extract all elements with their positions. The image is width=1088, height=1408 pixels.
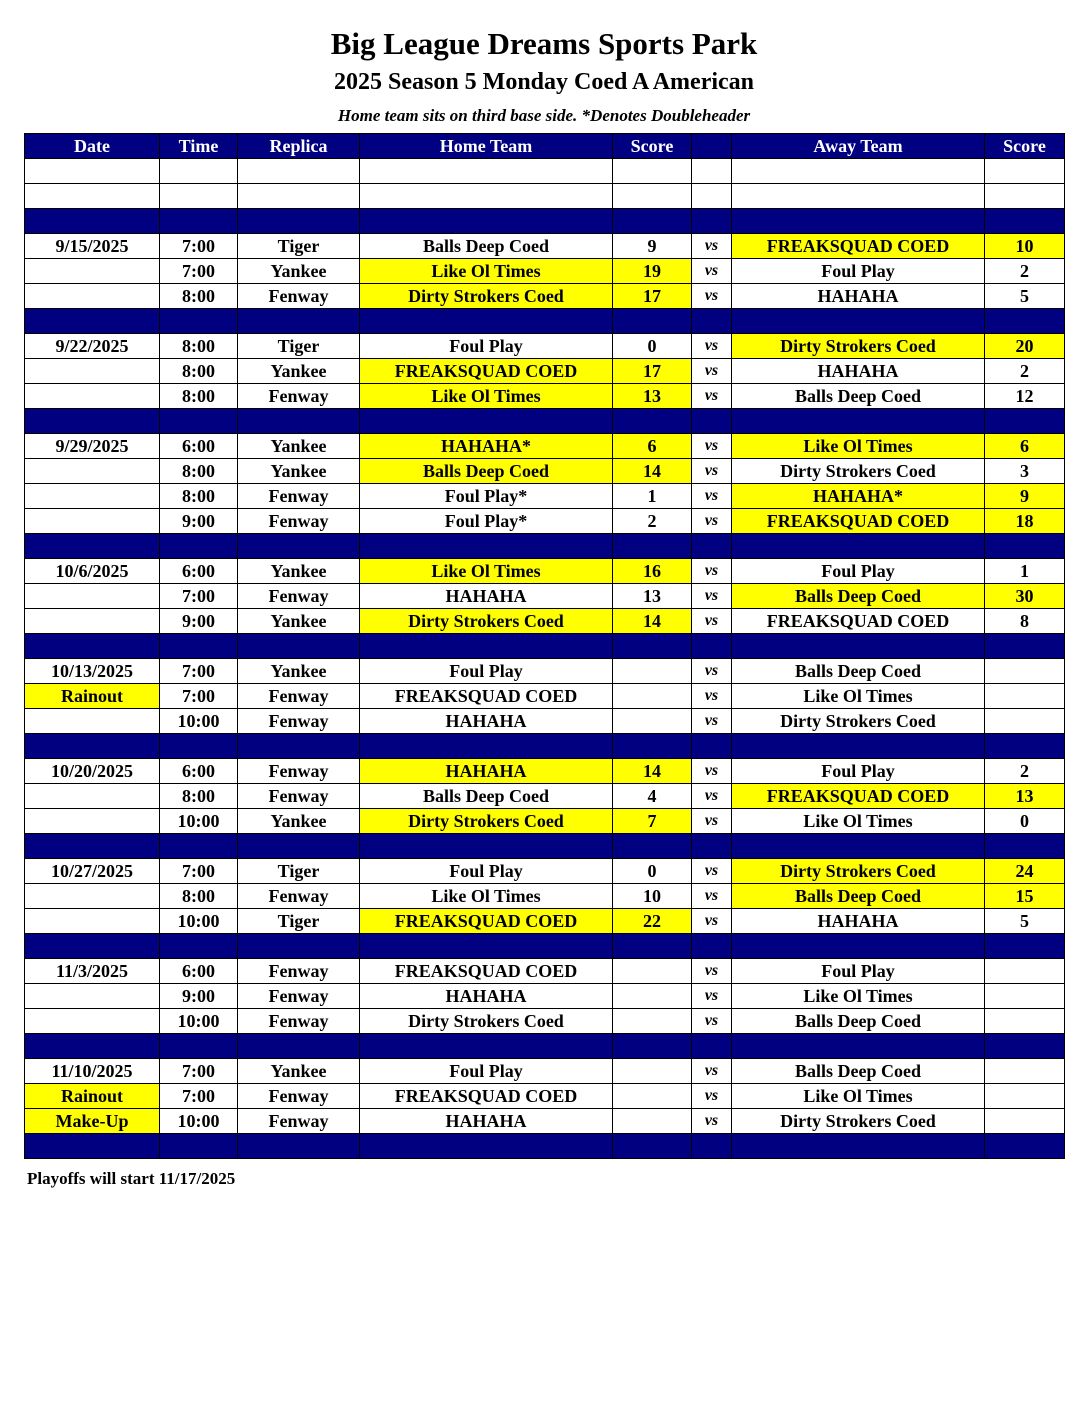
away-score-cell — [985, 684, 1065, 709]
replica-cell: Yankee — [238, 259, 360, 284]
time-cell: 7:00 — [160, 1059, 238, 1084]
away-score-cell — [985, 1009, 1065, 1034]
game-row — [25, 259, 1065, 284]
vs-cell: vs — [692, 884, 732, 909]
replica-cell: Fenway — [238, 984, 360, 1009]
date-cell — [25, 459, 160, 484]
playoffs-note: Playoffs will start 11/17/2025 — [27, 1169, 236, 1188]
date-cell — [25, 809, 160, 834]
time-cell: 7:00 — [160, 584, 238, 609]
home-team-cell: FREAKSQUAD COED — [360, 1084, 613, 1109]
away-score-cell: 13 — [985, 784, 1065, 809]
home-score-cell: 0 — [613, 859, 692, 884]
vs-cell: vs — [692, 509, 732, 534]
game-row — [25, 659, 1065, 684]
away-score-cell: 5 — [985, 284, 1065, 309]
home-team-cell: Like Ol Times — [360, 259, 613, 284]
away-score-cell: 20 — [985, 334, 1065, 359]
home-score-cell: 14 — [613, 759, 692, 784]
away-team-cell: Like Ol Times — [732, 1084, 985, 1109]
vs-cell: vs — [692, 759, 732, 784]
date-cell — [25, 884, 160, 909]
vs-cell: vs — [692, 659, 732, 684]
away-score-cell: 2 — [985, 759, 1065, 784]
game-row — [25, 1059, 1065, 1084]
home-team-cell: FREAKSQUAD COED — [360, 959, 613, 984]
date-cell — [25, 609, 160, 634]
away-score-cell: 10 — [985, 234, 1065, 259]
week-separator — [25, 634, 1065, 659]
home-score-cell: 14 — [613, 459, 692, 484]
game-row — [25, 359, 1065, 384]
home-team-cell: FREAKSQUAD COED — [360, 684, 613, 709]
away-team-cell: HAHAHA — [732, 909, 985, 934]
home-score-cell: 13 — [613, 384, 692, 409]
vs-cell: vs — [692, 459, 732, 484]
game-row — [25, 559, 1065, 584]
away-team-cell: Balls Deep Coed — [732, 584, 985, 609]
vs-cell: vs — [692, 609, 732, 634]
home-score-cell: 13 — [613, 584, 692, 609]
vs-cell: vs — [692, 1109, 732, 1134]
away-team-cell: FREAKSQUAD COED — [732, 609, 985, 634]
col-header-home-team: Home Team — [360, 134, 613, 159]
replica-cell: Fenway — [238, 1109, 360, 1134]
col-header-replica: Replica — [238, 134, 360, 159]
away-score-cell — [985, 1109, 1065, 1134]
away-score-cell: 2 — [985, 259, 1065, 284]
week-separator — [25, 209, 1065, 234]
time-cell: 10:00 — [160, 809, 238, 834]
col-header-date: Date — [25, 134, 160, 159]
week-separator — [25, 534, 1065, 559]
game-row — [25, 809, 1065, 834]
vs-cell: vs — [692, 384, 732, 409]
away-score-cell: 24 — [985, 859, 1065, 884]
away-team-cell: Dirty Strokers Coed — [732, 709, 985, 734]
week-separator — [25, 409, 1065, 434]
away-score-cell: 9 — [985, 484, 1065, 509]
home-score-cell: 10 — [613, 884, 692, 909]
home-team-cell: Balls Deep Coed — [360, 784, 613, 809]
away-team-cell: Balls Deep Coed — [732, 384, 985, 409]
home-score-cell: 4 — [613, 784, 692, 809]
replica-cell: Tiger — [238, 859, 360, 884]
date-cell: 9/15/2025 — [25, 234, 160, 259]
home-score-cell: 6 — [613, 434, 692, 459]
away-team-cell: Dirty Strokers Coed — [732, 459, 985, 484]
away-score-cell — [985, 959, 1065, 984]
vs-cell: vs — [692, 1084, 732, 1109]
time-cell: 6:00 — [160, 759, 238, 784]
home-team-cell: Balls Deep Coed — [360, 459, 613, 484]
date-cell — [25, 484, 160, 509]
time-cell: 8:00 — [160, 784, 238, 809]
time-cell: 10:00 — [160, 1109, 238, 1134]
home-score-cell: 14 — [613, 609, 692, 634]
away-team-cell: Like Ol Times — [732, 809, 985, 834]
time-cell: 9:00 — [160, 984, 238, 1009]
vs-cell: vs — [692, 359, 732, 384]
time-cell: 8:00 — [160, 334, 238, 359]
date-cell — [25, 259, 160, 284]
date-cell — [25, 1009, 160, 1034]
time-cell: 7:00 — [160, 659, 238, 684]
page-title: Big League Dreams Sports Park — [330, 26, 758, 61]
game-row — [25, 509, 1065, 534]
home-team-cell: Dirty Strokers Coed — [360, 1009, 613, 1034]
date-cell: Rainout — [25, 1084, 160, 1109]
date-cell — [25, 584, 160, 609]
replica-cell: Yankee — [238, 659, 360, 684]
replica-cell: Yankee — [238, 459, 360, 484]
time-cell: 8:00 — [160, 884, 238, 909]
home-score-cell: 22 — [613, 909, 692, 934]
time-cell: 8:00 — [160, 359, 238, 384]
away-team-cell: Dirty Strokers Coed — [732, 1109, 985, 1134]
game-row — [25, 334, 1065, 359]
date-cell — [25, 384, 160, 409]
away-score-cell: 18 — [985, 509, 1065, 534]
time-cell: 6:00 — [160, 434, 238, 459]
time-cell: 7:00 — [160, 259, 238, 284]
vs-cell: vs — [692, 434, 732, 459]
col-header-away-team: Away Team — [732, 134, 985, 159]
home-score-cell — [613, 959, 692, 984]
home-score-cell: 2 — [613, 509, 692, 534]
replica-cell: Yankee — [238, 559, 360, 584]
replica-cell: Yankee — [238, 1059, 360, 1084]
home-team-cell: FREAKSQUAD COED — [360, 909, 613, 934]
col-header-time: Time — [160, 134, 238, 159]
game-row — [25, 609, 1065, 634]
time-cell: 10:00 — [160, 709, 238, 734]
away-team-cell: FREAKSQUAD COED — [732, 784, 985, 809]
schedule-note: Home team sits on third base side. *Denotes Doubleheader — [337, 106, 751, 125]
col-header-home-score: Score — [613, 134, 692, 159]
home-team-cell: Foul Play — [360, 859, 613, 884]
date-cell: 10/6/2025 — [25, 559, 160, 584]
date-cell: Rainout — [25, 684, 160, 709]
date-cell: 10/13/2025 — [25, 659, 160, 684]
replica-cell: Fenway — [238, 1084, 360, 1109]
time-cell: 10:00 — [160, 909, 238, 934]
game-row — [25, 484, 1065, 509]
vs-cell: vs — [692, 559, 732, 584]
vs-cell: vs — [692, 234, 732, 259]
date-cell — [25, 709, 160, 734]
vs-cell: vs — [692, 909, 732, 934]
time-cell: 6:00 — [160, 959, 238, 984]
home-team-cell: Foul Play* — [360, 509, 613, 534]
replica-cell: Tiger — [238, 234, 360, 259]
vs-cell: vs — [692, 259, 732, 284]
replica-cell: Yankee — [238, 434, 360, 459]
home-team-cell: HAHAHA — [360, 759, 613, 784]
away-team-cell: Balls Deep Coed — [732, 884, 985, 909]
away-team-cell: Like Ol Times — [732, 684, 985, 709]
home-team-cell: Balls Deep Coed — [360, 234, 613, 259]
home-team-cell: Dirty Strokers Coed — [360, 809, 613, 834]
date-cell: 9/22/2025 — [25, 334, 160, 359]
away-score-cell: 5 — [985, 909, 1065, 934]
away-score-cell: 1 — [985, 559, 1065, 584]
time-cell: 8:00 — [160, 384, 238, 409]
game-row — [25, 1084, 1065, 1109]
home-team-cell: Foul Play — [360, 334, 613, 359]
date-cell: Make-Up — [25, 1109, 160, 1134]
time-cell: 8:00 — [160, 284, 238, 309]
replica-cell: Fenway — [238, 784, 360, 809]
replica-cell: Fenway — [238, 884, 360, 909]
home-team-cell: FREAKSQUAD COED — [360, 359, 613, 384]
replica-cell: Tiger — [238, 334, 360, 359]
date-cell — [25, 284, 160, 309]
away-team-cell: Balls Deep Coed — [732, 1059, 985, 1084]
week-separator — [25, 834, 1065, 859]
away-score-cell — [985, 984, 1065, 1009]
replica-cell: Fenway — [238, 709, 360, 734]
away-score-cell: 3 — [985, 459, 1065, 484]
replica-cell: Fenway — [238, 584, 360, 609]
home-score-cell: 0 — [613, 334, 692, 359]
vs-cell: vs — [692, 684, 732, 709]
vs-cell: vs — [692, 284, 732, 309]
replica-cell: Fenway — [238, 284, 360, 309]
game-row — [25, 909, 1065, 934]
home-score-cell: 16 — [613, 559, 692, 584]
home-team-cell: Dirty Strokers Coed — [360, 284, 613, 309]
week-separator — [25, 1034, 1065, 1059]
replica-cell: Fenway — [238, 959, 360, 984]
away-team-cell: Balls Deep Coed — [732, 1009, 985, 1034]
game-row — [25, 759, 1065, 784]
vs-cell: vs — [692, 784, 732, 809]
time-cell: 7:00 — [160, 234, 238, 259]
home-team-cell: HAHAHA — [360, 709, 613, 734]
season-subtitle: 2025 Season 5 Monday Coed A American — [333, 69, 755, 95]
home-team-cell: HAHAHA — [360, 1109, 613, 1134]
away-score-cell: 0 — [985, 809, 1065, 834]
away-team-cell: HAHAHA — [732, 284, 985, 309]
date-cell: 11/10/2025 — [25, 1059, 160, 1084]
time-cell: 10:00 — [160, 1009, 238, 1034]
vs-cell: vs — [692, 484, 732, 509]
away-score-cell: 8 — [985, 609, 1065, 634]
game-row — [25, 984, 1065, 1009]
away-score-cell: 30 — [985, 584, 1065, 609]
blank-row — [25, 184, 1065, 209]
game-row — [25, 284, 1065, 309]
home-team-cell: Like Ol Times — [360, 559, 613, 584]
away-team-cell: Dirty Strokers Coed — [732, 859, 985, 884]
vs-cell: vs — [692, 584, 732, 609]
home-team-cell: Like Ol Times — [360, 384, 613, 409]
away-team-cell: Like Ol Times — [732, 984, 985, 1009]
time-cell: 7:00 — [160, 859, 238, 884]
home-score-cell — [613, 684, 692, 709]
time-cell: 9:00 — [160, 609, 238, 634]
away-team-cell: Like Ol Times — [732, 434, 985, 459]
home-score-cell — [613, 984, 692, 1009]
away-score-cell — [985, 1084, 1065, 1109]
schedule-body — [25, 159, 1065, 1159]
replica-cell: Tiger — [238, 909, 360, 934]
home-team-cell: Like Ol Times — [360, 884, 613, 909]
week-separator — [25, 734, 1065, 759]
game-row — [25, 959, 1065, 984]
home-score-cell — [613, 1109, 692, 1134]
date-cell — [25, 359, 160, 384]
away-score-cell: 2 — [985, 359, 1065, 384]
date-cell: 11/3/2025 — [25, 959, 160, 984]
away-score-cell — [985, 659, 1065, 684]
home-score-cell — [613, 1084, 692, 1109]
home-score-cell: 7 — [613, 809, 692, 834]
col-header-away-score: Score — [985, 134, 1065, 159]
vs-cell: vs — [692, 1009, 732, 1034]
home-team-cell: Foul Play* — [360, 484, 613, 509]
home-score-cell: 9 — [613, 234, 692, 259]
home-team-cell: HAHAHA — [360, 584, 613, 609]
away-team-cell: Foul Play — [732, 259, 985, 284]
replica-cell: Fenway — [238, 684, 360, 709]
replica-cell: Fenway — [238, 484, 360, 509]
time-cell: 7:00 — [160, 684, 238, 709]
vs-cell: vs — [692, 709, 732, 734]
date-cell — [25, 509, 160, 534]
date-cell — [25, 984, 160, 1009]
home-score-cell — [613, 1059, 692, 1084]
home-team-cell: Foul Play — [360, 1059, 613, 1084]
schedule-table — [24, 133, 1065, 1159]
date-cell — [25, 784, 160, 809]
blank-row — [25, 159, 1065, 184]
date-cell — [25, 909, 160, 934]
away-score-cell — [985, 709, 1065, 734]
week-separator — [25, 934, 1065, 959]
week-separator — [25, 1134, 1065, 1159]
home-team-cell: HAHAHA — [360, 984, 613, 1009]
vs-cell: vs — [692, 959, 732, 984]
home-score-cell: 17 — [613, 284, 692, 309]
away-score-cell — [985, 1059, 1065, 1084]
game-row — [25, 584, 1065, 609]
home-score-cell: 19 — [613, 259, 692, 284]
vs-cell: vs — [692, 984, 732, 1009]
away-team-cell: HAHAHA — [732, 359, 985, 384]
game-row — [25, 234, 1065, 259]
replica-cell: Yankee — [238, 609, 360, 634]
time-cell: 9:00 — [160, 509, 238, 534]
home-score-cell: 17 — [613, 359, 692, 384]
away-team-cell: Foul Play — [732, 759, 985, 784]
home-score-cell — [613, 659, 692, 684]
date-cell: 9/29/2025 — [25, 434, 160, 459]
replica-cell: Yankee — [238, 359, 360, 384]
replica-cell: Fenway — [238, 384, 360, 409]
game-row — [25, 1009, 1065, 1034]
away-team-cell: Foul Play — [732, 559, 985, 584]
home-score-cell — [613, 709, 692, 734]
away-team-cell: FREAKSQUAD COED — [732, 234, 985, 259]
game-row — [25, 434, 1065, 459]
away-team-cell: FREAKSQUAD COED — [732, 509, 985, 534]
home-team-cell: Dirty Strokers Coed — [360, 609, 613, 634]
time-cell: 8:00 — [160, 484, 238, 509]
away-team-cell: Balls Deep Coed — [732, 659, 985, 684]
vs-cell: vs — [692, 334, 732, 359]
replica-cell: Yankee — [238, 809, 360, 834]
home-team-cell: Foul Play — [360, 659, 613, 684]
time-cell: 7:00 — [160, 1084, 238, 1109]
replica-cell: Fenway — [238, 1009, 360, 1034]
date-cell: 10/20/2025 — [25, 759, 160, 784]
away-score-cell: 6 — [985, 434, 1065, 459]
game-row — [25, 859, 1065, 884]
game-row — [25, 709, 1065, 734]
time-cell: 8:00 — [160, 459, 238, 484]
home-score-cell: 1 — [613, 484, 692, 509]
replica-cell: Fenway — [238, 759, 360, 784]
game-row — [25, 884, 1065, 909]
time-cell: 6:00 — [160, 559, 238, 584]
away-team-cell: Foul Play — [732, 959, 985, 984]
game-row — [25, 684, 1065, 709]
vs-cell: vs — [692, 859, 732, 884]
away-team-cell: Dirty Strokers Coed — [732, 334, 985, 359]
game-row — [25, 384, 1065, 409]
col-header-vs — [692, 134, 732, 159]
date-cell: 10/27/2025 — [25, 859, 160, 884]
replica-cell: Fenway — [238, 509, 360, 534]
game-row — [25, 459, 1065, 484]
week-separator — [25, 309, 1065, 334]
game-row — [25, 1109, 1065, 1134]
vs-cell: vs — [692, 1059, 732, 1084]
vs-cell: vs — [692, 809, 732, 834]
game-row — [25, 784, 1065, 809]
away-score-cell: 12 — [985, 384, 1065, 409]
home-score-cell — [613, 1009, 692, 1034]
away-team-cell: HAHAHA* — [732, 484, 985, 509]
header-row — [25, 134, 1065, 159]
away-score-cell: 15 — [985, 884, 1065, 909]
home-team-cell: HAHAHA* — [360, 434, 613, 459]
